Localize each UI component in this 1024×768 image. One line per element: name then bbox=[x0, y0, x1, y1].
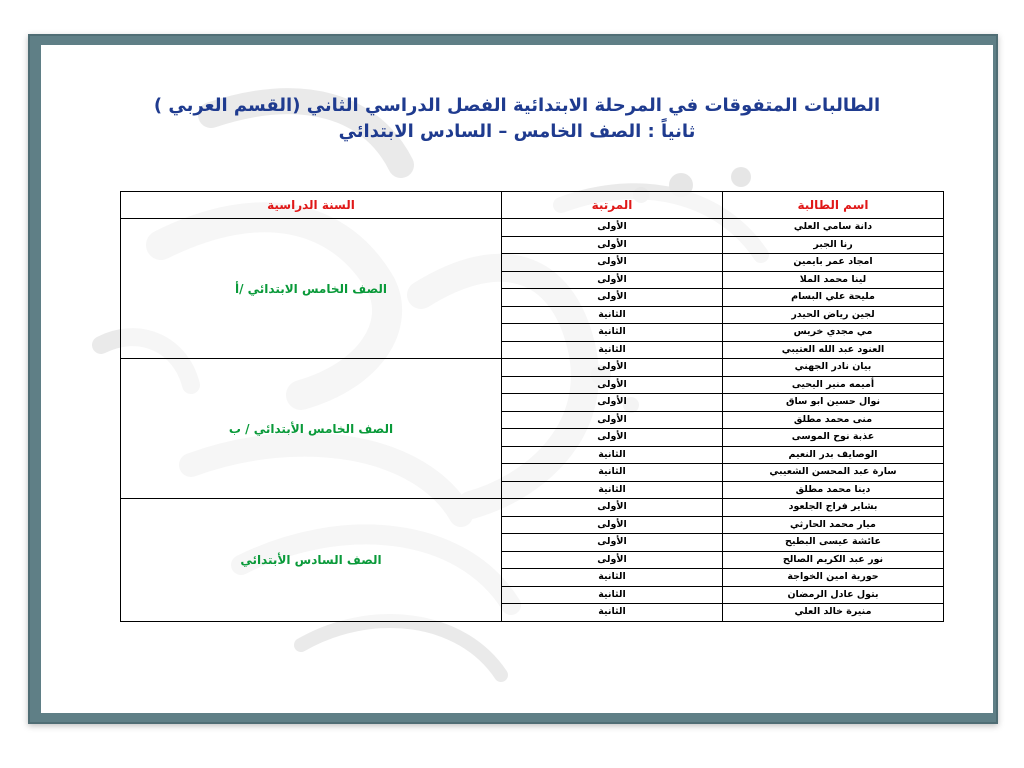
student-name: العنود عبد الله العتيبي bbox=[723, 341, 944, 359]
student-name: نوال حسين ابو ساق bbox=[723, 394, 944, 412]
student-rank: الأولى bbox=[502, 499, 723, 517]
student-name: منيرة خالد العلي bbox=[723, 604, 944, 622]
student-name: دينا محمد مطلق bbox=[723, 481, 944, 499]
student-name: ميار محمد الحارثي bbox=[723, 516, 944, 534]
student-name: أميمه منير اليحيى bbox=[723, 376, 944, 394]
header-rank: المرتبة bbox=[502, 192, 723, 219]
student-name: الوصايف بدر النعيم bbox=[723, 446, 944, 464]
student-rank: الثانية bbox=[502, 306, 723, 324]
student-rank: الثانية bbox=[502, 446, 723, 464]
student-rank: الثانية bbox=[502, 341, 723, 359]
student-name: منى محمد مطلق bbox=[723, 411, 944, 429]
student-name: لينا محمد الملا bbox=[723, 271, 944, 289]
student-rank: الأولى bbox=[502, 411, 723, 429]
table-header-row bbox=[121, 192, 944, 219]
student-name: رنا الجبر bbox=[723, 236, 944, 254]
grade-label: الصف الخامس الابتدائي /أ bbox=[121, 219, 502, 359]
student-rank: الثانية bbox=[502, 481, 723, 499]
students-table-wrapper bbox=[120, 191, 943, 622]
student-rank: الأولى bbox=[502, 219, 723, 237]
student-rank: الأولى bbox=[502, 254, 723, 272]
student-rank: الثانية bbox=[502, 324, 723, 342]
student-rank: الثانية bbox=[502, 586, 723, 604]
student-name: لجين رياض الحيدر bbox=[723, 306, 944, 324]
student-name: عائشة عيسى البطيح bbox=[723, 534, 944, 552]
student-name: حورية امين الخواجة bbox=[723, 569, 944, 587]
student-name: مي مجدي خريس bbox=[723, 324, 944, 342]
page-subtitle: ثانياً : الصف الخامس – السادس الابتدائي bbox=[338, 121, 696, 142]
student-rank: الأولى bbox=[502, 429, 723, 447]
header-year: السنة الدراسية bbox=[121, 192, 502, 219]
student-rank: الأولى bbox=[502, 534, 723, 552]
students-table bbox=[120, 191, 944, 622]
student-rank: الأولى bbox=[502, 376, 723, 394]
student-rank: الأولى bbox=[502, 394, 723, 412]
page-title: الطالبات المتفوقات في المرحلة الابتدائية الفصل الدراسي الثاني (القسم العربي ) bbox=[153, 95, 881, 116]
student-rank: الأولى bbox=[502, 359, 723, 377]
student-name: بشاير فراج الجلعود bbox=[723, 499, 944, 517]
title-block bbox=[41, 93, 993, 145]
student-rank: الأولى bbox=[502, 271, 723, 289]
student-rank: الأولى bbox=[502, 236, 723, 254]
student-rank: الثانية bbox=[502, 604, 723, 622]
student-rank: الأولى bbox=[502, 516, 723, 534]
student-rank: الأولى bbox=[502, 551, 723, 569]
student-name: امجاد عمر بايمين bbox=[723, 254, 944, 272]
slide bbox=[41, 45, 993, 713]
student-name: عذبة نوح الموسى bbox=[723, 429, 944, 447]
table-row bbox=[121, 499, 944, 517]
student-rank: الثانية bbox=[502, 464, 723, 482]
student-name: بيان نادر الجهني bbox=[723, 359, 944, 377]
student-rank: الأولى bbox=[502, 289, 723, 307]
grade-label: الصف السادس الأبتدائي bbox=[121, 499, 502, 622]
student-rank: الثانية bbox=[502, 569, 723, 587]
grade-label: الصف الخامس الأبتدائي / ب bbox=[121, 359, 502, 499]
student-name: سارة عبد المحسن الشعيبي bbox=[723, 464, 944, 482]
student-name: نور عبد الكريم الصالح bbox=[723, 551, 944, 569]
student-name: دانة سامي العلي bbox=[723, 219, 944, 237]
student-name: مليحة علي البسام bbox=[723, 289, 944, 307]
table-row bbox=[121, 219, 944, 237]
header-name: اسم الطالبة bbox=[723, 192, 944, 219]
table-row bbox=[121, 359, 944, 377]
student-name: بتول عادل الرمضان bbox=[723, 586, 944, 604]
